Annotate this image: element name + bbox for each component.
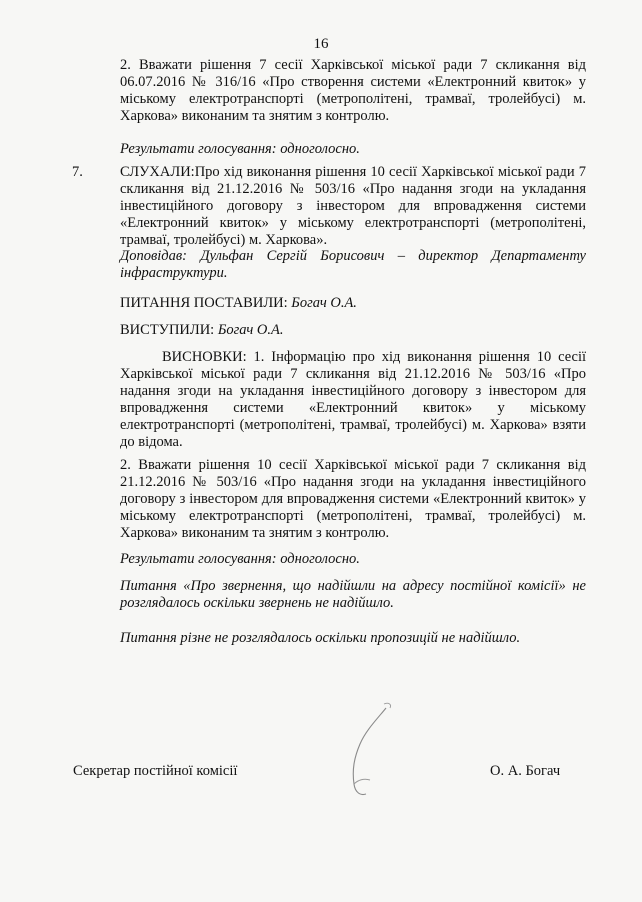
item7-heard <box>120 164 586 249</box>
item7-vote-result: Результати голосування: одноголосно. <box>120 551 360 567</box>
heard-label: СЛУХАЛИ: <box>120 164 195 180</box>
appeals-note: Питання «Про звернення, що надійшли на адресу постійної комісії» не розглядалось оскільки звернень не надійшло. <box>120 578 586 611</box>
item7-number: 7. <box>72 164 83 180</box>
conclusions-label: ВИСНОВКИ: <box>162 349 247 365</box>
item7-reporter: Доповідав: Дульфан Сергій Борисович – директор Департаменту інфраструктури. <box>120 248 586 281</box>
item7-conclusion-1 <box>120 349 586 451</box>
item7-spoke <box>120 322 586 339</box>
item7-questions <box>120 295 586 312</box>
misc-note: Питання різне не розглядалось оскільки пропозицій не надійшло. <box>120 630 521 646</box>
questions-label: ПИТАННЯ ПОСТАВИЛИ: <box>120 295 288 311</box>
item6-vote-result: Результати голосування: одноголосно. <box>120 141 360 157</box>
spoke-label: ВИСТУПИЛИ: <box>120 322 215 338</box>
signature-title: Секретар постійної комісії <box>73 763 238 779</box>
item7-conclusion-2: 2. Вважати рішення 10 сесії Харківської міської ради 7 скликання від 21.12.2016 № 503/16 «Про надання згоди на укладання інвестиційного договору з інвестором для впровадження системи «Електронний квиток» у міському електротранспорті (метрополітені, трамваї, тролейбусі) м. Харкова» виконаним та знятим з контролю. <box>120 457 586 541</box>
item6-decision-2: 2. Вважати рішення 7 сесії Харківської міської ради 7 скликання від 06.07.2016 № 316/16 «Про створення системи «Електронний квиток» у міському електротранспорті (метрополітені, трамваї, тролейбусі) м. Харкова» виконаним та знятим з контролю. <box>120 57 586 124</box>
signature-name: О. А. Богач <box>490 763 561 779</box>
handwritten-signature <box>326 700 396 810</box>
page-number: 16 <box>313 36 329 52</box>
heard-text: Про хід виконання рішення 10 сесії Харківської міської ради 7 скликання від 21.12.2016 № 503/16 «Про надання згоди на укладання інвестиційного договору з інвестором для впровадження системи «Електронний квиток» у міському електротранспорті (метрополітені, трамваї, тролейбусі) м. Харкова». <box>120 164 586 248</box>
questions-who: Богач О.А. <box>291 295 357 311</box>
spoke-who: Богач О.А. <box>217 322 284 338</box>
conclusion-1-text: 1. Інформацію про хід виконання рішення 10 сесії Харківської міської ради 7 скликання від 21.12.2016 № 503/16 «Про надання згоди на укладання інвестиційного договору з інвестором для впровадження системи «Електронний квиток» у міському електротранспорті (метрополітені, трамваї, тролейбусі) м. Харкова» взяти до відома. <box>120 349 586 450</box>
